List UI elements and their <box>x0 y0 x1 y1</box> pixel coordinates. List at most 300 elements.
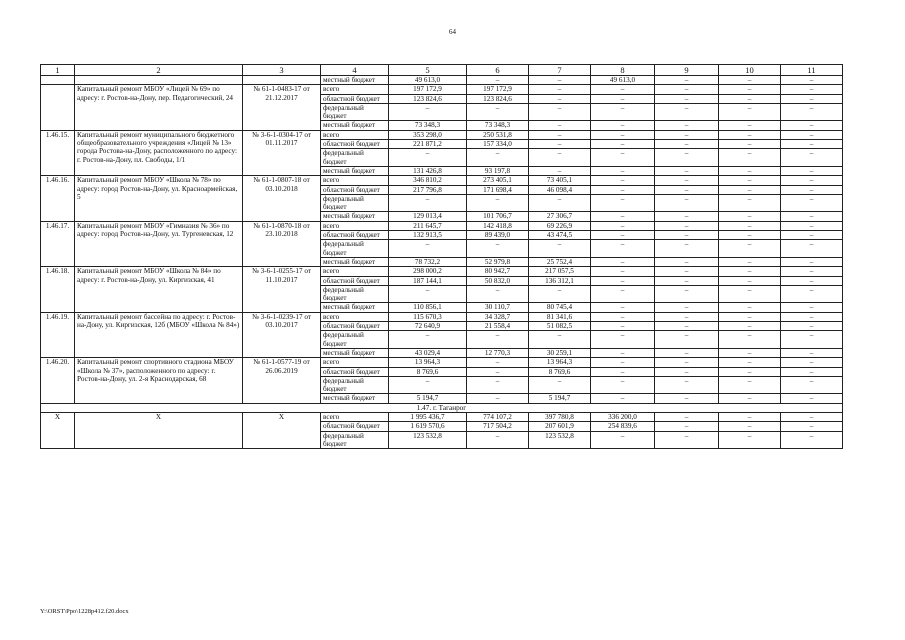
amount-cell: 397 780,8 <box>529 412 591 421</box>
amount-cell: – <box>655 276 719 285</box>
amount-cell: – <box>781 358 843 367</box>
amount-cell: – <box>719 276 781 285</box>
amount-cell: – <box>467 431 529 449</box>
funding-source-cell: местный бюджет <box>321 394 389 403</box>
amount-cell: – <box>719 257 781 266</box>
amount-cell: 80 745,4 <box>529 303 591 312</box>
amount-cell: – <box>781 185 843 194</box>
amount-cell: 50 832,0 <box>467 276 529 285</box>
amount-cell: 13 964,3 <box>389 358 467 367</box>
funding-source-cell: областной бюджет <box>321 94 389 103</box>
amount-cell: – <box>591 376 655 394</box>
amount-cell: – <box>781 194 843 212</box>
document-cell: № 61-1-0483-17 от 21.12.2017 <box>243 85 321 130</box>
amount-cell: 774 107,2 <box>467 412 529 421</box>
amount-cell: 51 082,5 <box>529 322 591 331</box>
funding-source-cell: всего <box>321 412 389 421</box>
amount-cell: 81 341,6 <box>529 312 591 321</box>
amount-cell: 717 504,2 <box>467 422 529 431</box>
amount-cell: – <box>719 331 781 349</box>
amount-cell: – <box>719 176 781 185</box>
amount-cell: 250 531,8 <box>467 130 529 139</box>
amount-cell: 25 752,4 <box>529 257 591 266</box>
amount-cell: – <box>719 303 781 312</box>
amount-cell: – <box>591 276 655 285</box>
amount-cell: – <box>781 422 843 431</box>
funding-source-cell: местный бюджет <box>321 76 389 85</box>
amount-cell: 30 259,1 <box>529 348 591 357</box>
item-number-cell: 1.46.17. <box>41 221 75 266</box>
amount-cell: 46 098,4 <box>529 185 591 194</box>
amount-cell: – <box>781 257 843 266</box>
amount-cell: 207 601,9 <box>529 422 591 431</box>
amount-cell: – <box>655 412 719 421</box>
funding-source-cell: всего <box>321 267 389 276</box>
amount-cell: 73 348,3 <box>467 121 529 130</box>
amount-cell: – <box>719 166 781 175</box>
amount-cell: 30 110,7 <box>467 303 529 312</box>
table-row <box>41 312 843 321</box>
amount-cell: 123 824,6 <box>389 94 467 103</box>
amount-cell: – <box>781 303 843 312</box>
amount-cell: – <box>719 212 781 221</box>
amount-cell: 115 670,3 <box>389 312 467 321</box>
table-row <box>41 412 843 421</box>
amount-cell: – <box>655 322 719 331</box>
amount-cell: 197 172,9 <box>389 85 467 94</box>
amount-cell: – <box>389 285 467 303</box>
amount-cell: – <box>655 176 719 185</box>
amount-cell: 34 328,7 <box>467 312 529 321</box>
item-name-cell: Капитальный ремонт МБОУ «Гимназия № 36» по адресу: город Ростов-на-Дону, ул. Тургеневская, 12 <box>75 221 243 266</box>
item-name-cell: Капитальный ремонт МБОУ «Лицей № 69» по адресу: г. Ростов-на-Дону, пер. Педагогический, 24 <box>75 85 243 130</box>
document-cell <box>243 76 321 85</box>
amount-cell: – <box>781 348 843 357</box>
funding-source-cell: всего <box>321 130 389 139</box>
amount-cell: – <box>719 348 781 357</box>
amount-cell: – <box>389 149 467 167</box>
item-number-cell: 1.46.20. <box>41 358 75 403</box>
amount-cell: 217 796,8 <box>389 185 467 194</box>
amount-cell: – <box>529 331 591 349</box>
amount-cell: 110 856,1 <box>389 303 467 312</box>
amount-cell: – <box>529 103 591 121</box>
amount-cell: – <box>467 358 529 367</box>
amount-cell: – <box>591 358 655 367</box>
amount-cell: – <box>655 166 719 175</box>
amount-cell: – <box>591 176 655 185</box>
amount-cell: – <box>655 149 719 167</box>
amount-cell: 5 194,7 <box>529 394 591 403</box>
amount-cell: 49 613,0 <box>389 76 467 85</box>
amount-cell: 80 942,7 <box>467 267 529 276</box>
amount-cell: 73 348,3 <box>389 121 467 130</box>
amount-cell: – <box>781 331 843 349</box>
amount-cell: – <box>781 76 843 85</box>
table-row <box>41 130 843 139</box>
amount-cell: – <box>719 376 781 394</box>
amount-cell: – <box>781 149 843 167</box>
funding-source-cell: областной бюджет <box>321 185 389 194</box>
amount-cell: – <box>389 194 467 212</box>
table-row <box>41 85 843 94</box>
amount-cell: – <box>655 240 719 258</box>
amount-cell: – <box>389 240 467 258</box>
amount-cell: – <box>719 322 781 331</box>
amount-cell: – <box>719 240 781 258</box>
amount-cell: 89 439,0 <box>467 231 529 240</box>
amount-cell: 132 913,5 <box>389 231 467 240</box>
amount-cell: – <box>655 358 719 367</box>
column-number-cell: 9 <box>655 65 719 76</box>
amount-cell: 1 995 436,7 <box>389 412 467 421</box>
amount-cell: – <box>591 431 655 449</box>
amount-cell: – <box>591 85 655 94</box>
funding-source-cell: областной бюджет <box>321 367 389 376</box>
amount-cell: 78 732,2 <box>389 257 467 266</box>
funding-source-cell: местный бюджет <box>321 212 389 221</box>
document-cell: № 3-6-1-0255-17 от 11.10.2017 <box>243 267 321 312</box>
amount-cell: 49 613,0 <box>591 76 655 85</box>
amount-cell: 197 172,9 <box>467 85 529 94</box>
amount-cell: – <box>655 130 719 139</box>
amount-cell: – <box>591 121 655 130</box>
amount-cell: 27 306,7 <box>529 212 591 221</box>
amount-cell: 123 532,8 <box>389 431 467 449</box>
amount-cell: – <box>591 103 655 121</box>
amount-cell: 5 194,7 <box>389 394 467 403</box>
amount-cell: 131 426,8 <box>389 166 467 175</box>
amount-cell: – <box>781 322 843 331</box>
amount-cell: – <box>655 431 719 449</box>
amount-cell: – <box>781 394 843 403</box>
item-number-cell: Х <box>41 412 75 448</box>
amount-cell: – <box>389 331 467 349</box>
amount-cell: – <box>529 121 591 130</box>
funding-source-cell: федеральный бюджет <box>321 285 389 303</box>
amount-cell: 43 029,4 <box>389 348 467 357</box>
funding-source-cell: федеральный бюджет <box>321 331 389 349</box>
item-name-cell: Капитальный ремонт МБОУ «Школа № 84» по адресу: г. Ростов-на-Дону, ул. Киргизская, 41 <box>75 267 243 312</box>
amount-cell: – <box>719 130 781 139</box>
table-row <box>41 358 843 367</box>
amount-cell: 21 558,4 <box>467 322 529 331</box>
item-number-cell: 1.46.18. <box>41 267 75 312</box>
amount-cell: 136 312,1 <box>529 276 591 285</box>
amount-cell: – <box>655 303 719 312</box>
amount-cell: 217 057,5 <box>529 267 591 276</box>
funding-source-cell: федеральный бюджет <box>321 194 389 212</box>
column-number-cell: 1 <box>41 65 75 76</box>
amount-cell: – <box>529 94 591 103</box>
table-row <box>41 267 843 276</box>
funding-source-cell: местный бюджет <box>321 121 389 130</box>
amount-cell: – <box>591 267 655 276</box>
amount-cell: – <box>719 185 781 194</box>
amount-cell: 101 706,7 <box>467 212 529 221</box>
amount-cell: – <box>655 367 719 376</box>
column-number-cell: 8 <box>591 65 655 76</box>
amount-cell: 211 645,7 <box>389 221 467 230</box>
amount-cell: – <box>719 221 781 230</box>
amount-cell: – <box>655 94 719 103</box>
funding-source-cell: местный бюджет <box>321 257 389 266</box>
amount-cell: – <box>719 231 781 240</box>
item-name-cell <box>75 76 243 85</box>
amount-cell: – <box>591 231 655 240</box>
funding-source-cell: федеральный бюджет <box>321 376 389 394</box>
amount-cell: 298 000,2 <box>389 267 467 276</box>
amount-cell: – <box>655 394 719 403</box>
amount-cell: – <box>719 121 781 130</box>
funding-source-cell: всего <box>321 85 389 94</box>
amount-cell: 43 474,5 <box>529 231 591 240</box>
amount-cell: – <box>467 367 529 376</box>
amount-cell: – <box>719 312 781 321</box>
amount-cell: 254 839,6 <box>591 422 655 431</box>
amount-cell: 8 769,6 <box>529 367 591 376</box>
funding-source-cell: местный бюджет <box>321 348 389 357</box>
amount-cell: – <box>655 185 719 194</box>
amount-cell: – <box>719 94 781 103</box>
amount-cell: 187 144,1 <box>389 276 467 285</box>
funding-source-cell: местный бюджет <box>321 303 389 312</box>
amount-cell: – <box>591 185 655 194</box>
amount-cell: 346 810,2 <box>389 176 467 185</box>
funding-source-cell: областной бюджет <box>321 276 389 285</box>
funding-source-cell: всего <box>321 221 389 230</box>
amount-cell: – <box>591 322 655 331</box>
table-row <box>41 76 843 85</box>
column-number-row <box>41 65 843 76</box>
amount-cell: – <box>591 166 655 175</box>
amount-cell: – <box>781 240 843 258</box>
amount-cell: – <box>655 257 719 266</box>
column-number-cell: 11 <box>781 65 843 76</box>
document-cell: № 61-1-0807-18 от 03.10.2018 <box>243 176 321 221</box>
item-name-cell: Капитальный ремонт МБОУ «Школа № 78» по адресу: город Ростов-на-Дону, ул. Красноармейская, 5 <box>75 176 243 221</box>
column-number-cell: 5 <box>389 65 467 76</box>
amount-cell: – <box>781 276 843 285</box>
amount-cell: 73 405,1 <box>529 176 591 185</box>
amount-cell: – <box>781 140 843 149</box>
amount-cell: – <box>591 367 655 376</box>
amount-cell: – <box>655 285 719 303</box>
amount-cell: – <box>719 285 781 303</box>
amount-cell: – <box>781 212 843 221</box>
amount-cell: – <box>781 176 843 185</box>
column-number-cell: 2 <box>75 65 243 76</box>
amount-cell: – <box>529 240 591 258</box>
funding-source-cell: областной бюджет <box>321 231 389 240</box>
amount-cell: – <box>529 76 591 85</box>
amount-cell: – <box>591 257 655 266</box>
amount-cell: 93 197,8 <box>467 166 529 175</box>
amount-cell: 142 418,8 <box>467 221 529 230</box>
amount-cell: – <box>467 394 529 403</box>
amount-cell: – <box>591 331 655 349</box>
amount-cell: – <box>781 221 843 230</box>
amount-cell: 52 979,8 <box>467 257 529 266</box>
amount-cell: – <box>719 76 781 85</box>
amount-cell: – <box>719 267 781 276</box>
item-number-cell: 1.46.15. <box>41 130 75 175</box>
amount-cell: 353 298,0 <box>389 130 467 139</box>
amount-cell: – <box>781 121 843 130</box>
document-cell: № 3-6-1-0304-17 от 01.11.2017 <box>243 130 321 175</box>
amount-cell: – <box>591 212 655 221</box>
amount-cell: – <box>781 412 843 421</box>
amount-cell: 69 226,9 <box>529 221 591 230</box>
amount-cell: 1 619 570,6 <box>389 422 467 431</box>
program-funding-table <box>40 64 843 449</box>
amount-cell: – <box>655 376 719 394</box>
amount-cell: – <box>655 121 719 130</box>
funding-source-cell: всего <box>321 312 389 321</box>
amount-cell: – <box>467 103 529 121</box>
item-name-cell: Х <box>75 412 243 448</box>
amount-cell: – <box>655 312 719 321</box>
funding-source-cell: федеральный бюджет <box>321 149 389 167</box>
funding-source-cell: федеральный бюджет <box>321 103 389 121</box>
amount-cell: – <box>529 194 591 212</box>
amount-cell: – <box>467 331 529 349</box>
funding-source-cell: федеральный бюджет <box>321 240 389 258</box>
amount-cell: – <box>719 85 781 94</box>
amount-cell: – <box>719 194 781 212</box>
funding-source-cell: областной бюджет <box>321 322 389 331</box>
amount-cell: – <box>655 212 719 221</box>
amount-cell: – <box>467 76 529 85</box>
amount-cell: – <box>591 221 655 230</box>
amount-cell: 12 770,3 <box>467 348 529 357</box>
column-number-cell: 3 <box>243 65 321 76</box>
document-cell: Х <box>243 412 321 448</box>
amount-cell: – <box>467 194 529 212</box>
amount-cell: – <box>781 431 843 449</box>
amount-cell: – <box>655 231 719 240</box>
item-number-cell: 1.46.19. <box>41 312 75 357</box>
page-number: 64 <box>449 28 456 36</box>
item-number-cell <box>41 85 75 130</box>
amount-cell: – <box>467 240 529 258</box>
amount-cell: – <box>389 103 467 121</box>
amount-cell: – <box>591 130 655 139</box>
section-row <box>41 403 843 412</box>
item-number-cell <box>41 76 75 85</box>
table-row <box>41 221 843 230</box>
funding-source-cell: местный бюджет <box>321 166 389 175</box>
funding-source-cell: всего <box>321 176 389 185</box>
amount-cell: – <box>719 422 781 431</box>
amount-cell: – <box>781 231 843 240</box>
funding-source-cell: федеральный бюджет <box>321 431 389 449</box>
amount-cell: 171 698,4 <box>467 185 529 194</box>
amount-cell: – <box>591 394 655 403</box>
amount-cell: 13 964,3 <box>529 358 591 367</box>
table-row <box>41 176 843 185</box>
document-cell: № 61-1-0870-18 от 23.10.2018 <box>243 221 321 266</box>
column-number-cell: 7 <box>529 65 591 76</box>
amount-cell: – <box>781 376 843 394</box>
amount-cell: – <box>467 285 529 303</box>
funding-source-cell: областной бюджет <box>321 140 389 149</box>
amount-cell: – <box>591 149 655 167</box>
section-title: 1.47. г. Таганрог <box>41 403 843 412</box>
amount-cell: – <box>591 303 655 312</box>
amount-cell: – <box>719 358 781 367</box>
amount-cell: – <box>719 149 781 167</box>
amount-cell: – <box>781 166 843 175</box>
amount-cell: – <box>719 412 781 421</box>
item-number-cell: 1.46.16. <box>41 176 75 221</box>
amount-cell: – <box>529 140 591 149</box>
amount-cell: 8 769,6 <box>389 367 467 376</box>
amount-cell: – <box>529 130 591 139</box>
amount-cell: – <box>719 140 781 149</box>
amount-cell: 221 871,2 <box>389 140 467 149</box>
amount-cell: – <box>655 331 719 349</box>
amount-cell: – <box>591 94 655 103</box>
column-number-cell: 6 <box>467 65 529 76</box>
amount-cell: – <box>529 166 591 175</box>
amount-cell: – <box>781 285 843 303</box>
amount-cell: – <box>655 85 719 94</box>
amount-cell: – <box>719 103 781 121</box>
amount-cell: – <box>655 221 719 230</box>
amount-cell: – <box>781 130 843 139</box>
amount-cell: 157 334,0 <box>467 140 529 149</box>
file-path-footer: Y:\ORST\Ppo\1228p412.f20.docx <box>40 608 129 615</box>
amount-cell: – <box>655 103 719 121</box>
amount-cell: – <box>781 312 843 321</box>
document-cell: № 61-1-0577-19 от 26.06.2019 <box>243 358 321 403</box>
item-name-cell: Капитальный ремонт бассейна по адресу: г. Ростов-на-Дону, ул. Киргизская, 12б (МБОУ «Школа № 84») <box>75 312 243 357</box>
document-cell: № 3-6-1-0239-17 от 03.10.2017 <box>243 312 321 357</box>
amount-cell: – <box>591 194 655 212</box>
amount-cell: – <box>467 149 529 167</box>
amount-cell: – <box>719 367 781 376</box>
amount-cell: – <box>781 367 843 376</box>
column-number-cell: 10 <box>719 65 781 76</box>
amount-cell: – <box>591 240 655 258</box>
funding-source-cell: всего <box>321 358 389 367</box>
amount-cell: – <box>655 140 719 149</box>
item-name-cell: Капитальный ремонт муниципального бюджетного общеобразовательного учреждения «Лицей № 13» города Ростова-на-Дону, расположенного по адресу: г. Ростов-на-Дону, пл. Свободы, 1/1 <box>75 130 243 175</box>
amount-cell: 273 405,1 <box>467 176 529 185</box>
amount-cell: – <box>781 85 843 94</box>
amount-cell: – <box>719 394 781 403</box>
amount-cell: – <box>655 76 719 85</box>
amount-cell: – <box>591 312 655 321</box>
amount-cell: – <box>389 376 467 394</box>
amount-cell: – <box>655 422 719 431</box>
amount-cell: – <box>529 285 591 303</box>
amount-cell: 123 824,6 <box>467 94 529 103</box>
amount-cell: – <box>529 85 591 94</box>
amount-cell: – <box>591 348 655 357</box>
amount-cell: – <box>655 267 719 276</box>
item-name-cell: Капитальный ремонт спортивного стадиона МБОУ «Школа № 37», расположенного по адресу: г. Ростов-на-Дону, ул. 2-я Краснодарская, 68 <box>75 358 243 403</box>
amount-cell: 129 013,4 <box>389 212 467 221</box>
amount-cell: – <box>467 376 529 394</box>
amount-cell: – <box>529 376 591 394</box>
amount-cell: – <box>591 285 655 303</box>
amount-cell: – <box>719 431 781 449</box>
amount-cell: – <box>781 267 843 276</box>
amount-cell: – <box>781 103 843 121</box>
funding-source-cell: областной бюджет <box>321 422 389 431</box>
